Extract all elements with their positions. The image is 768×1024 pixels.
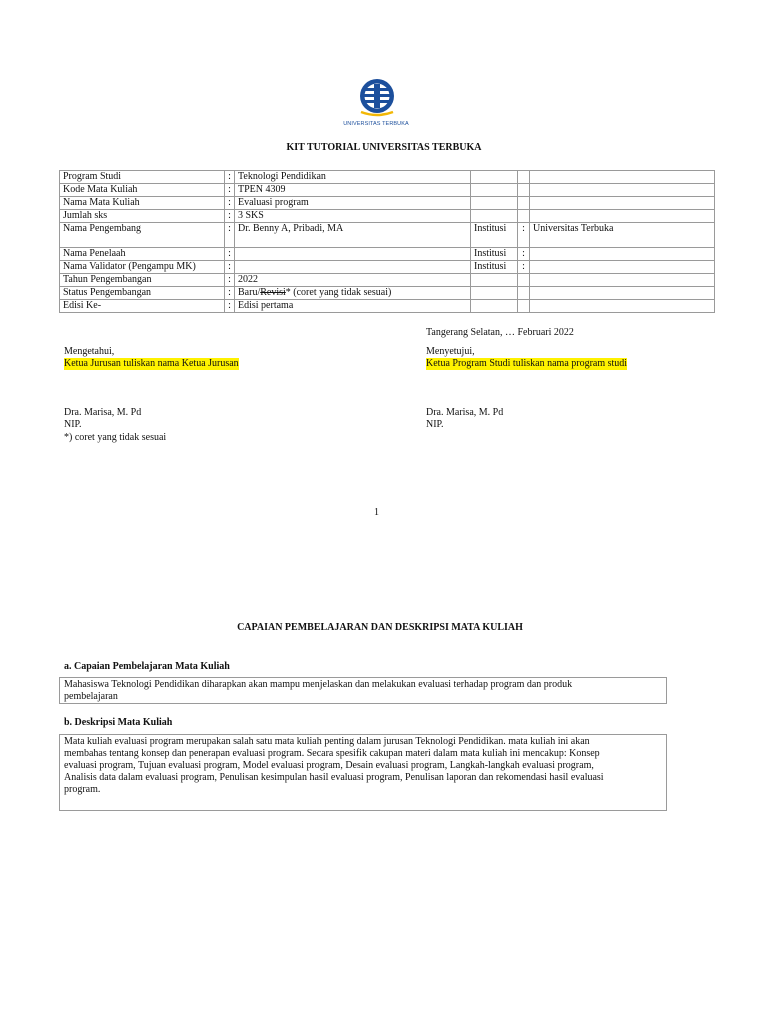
place-date: Tangerang Selatan, … Februari 2022 [426, 327, 574, 338]
left-sign-name: Dra. Marisa, M. Pd [64, 407, 142, 418]
info-extra-value [530, 287, 715, 300]
info-row [60, 274, 715, 287]
info-value: Edisi pertama [235, 300, 471, 313]
info-extra-colon [518, 184, 530, 197]
right-sign-nip: NIP. [426, 419, 444, 430]
info-colon: : [225, 248, 235, 261]
info-extra-label [471, 300, 518, 313]
info-colon: : [225, 171, 235, 184]
section-b-heading: b. Deskripsi Mata Kuliah [64, 717, 173, 728]
info-value: TPEN 4309 [235, 184, 471, 197]
left-sign-role: Ketua Jurusan tuliskan nama Ketua Jurusan [64, 358, 239, 369]
right-sign-role: Ketua Program Studi tuliskan nama program studi [426, 358, 628, 369]
info-label: Jumlah sks [60, 210, 225, 223]
section-a-box [59, 677, 667, 704]
status-revisi: Revisi [260, 287, 286, 298]
course-info-table [59, 170, 715, 313]
info-value: 3 SKS [235, 210, 471, 223]
left-sign-heading: Mengetahui, [64, 346, 115, 357]
status-note: * (coret yang tidak sesuai) [285, 287, 392, 298]
info-extra-value [530, 300, 715, 313]
info-label: Nama Penelaah [60, 248, 225, 261]
section-title: CAPAIAN PEMBELAJARAN DAN DESKRIPSI MATA KULIAH [237, 622, 523, 633]
info-label: Nama Validator (Pengampu MK) [60, 261, 225, 274]
info-colon: : [225, 210, 235, 223]
info-row [60, 223, 715, 248]
info-value: 2022 [235, 274, 471, 287]
info-extra-label: Institusi [471, 248, 518, 261]
info-row [60, 300, 715, 313]
section-a-line: pembelajaran [64, 691, 118, 702]
info-colon: : [225, 197, 235, 210]
info-extra-value [530, 261, 715, 274]
info-extra-value [530, 171, 715, 184]
info-label: Nama Mata Kuliah [60, 197, 225, 210]
status-baru: Baru/ [238, 287, 261, 298]
info-label: Edisi Ke- [60, 300, 225, 313]
info-row [60, 248, 715, 261]
right-sign-name: Dra. Marisa, M. Pd [426, 407, 504, 418]
info-extra-colon [518, 274, 530, 287]
info-extra-colon [518, 197, 530, 210]
info-extra-label [471, 184, 518, 197]
info-row [60, 197, 715, 210]
info-extra-colon [518, 210, 530, 223]
info-extra-label [471, 197, 518, 210]
info-colon: : [225, 287, 235, 300]
info-extra-label [471, 171, 518, 184]
info-label: Program Studi [60, 171, 225, 184]
info-extra-colon [518, 287, 530, 300]
info-extra-colon [518, 171, 530, 184]
info-extra-colon: : [518, 223, 530, 248]
info-extra-value [530, 184, 715, 197]
info-value [235, 248, 471, 261]
info-extra-label: Institusi [471, 261, 518, 274]
info-extra-value [530, 274, 715, 287]
info-value: Evaluasi program [235, 197, 471, 210]
info-extra-label: Institusi [471, 223, 518, 248]
info-row [60, 261, 715, 274]
left-sign-nip: NIP. [64, 419, 82, 430]
info-colon: : [225, 261, 235, 274]
info-row [60, 171, 715, 184]
section-a-line: Mahasiswa Teknologi Pendidikan diharapkan akan mampu menjelaskan dan melakukan evaluasi terhadap program dan produk [64, 679, 573, 690]
info-value [235, 261, 471, 274]
info-extra-value [530, 248, 715, 261]
info-label: Kode Mata Kuliah [60, 184, 225, 197]
section-b-line: evaluasi program, Tujuan evaluasi program, Model evaluasi program, Desain evaluasi program, Langkah-langkah evaluasi program, [64, 760, 594, 771]
info-value: Dr. Benny A, Pribadi, MA [235, 223, 471, 248]
info-colon: : [225, 274, 235, 287]
info-colon: : [225, 300, 235, 313]
section-b-line: membahas tentang konsep dan penerapan evaluasi program. Secara spesifik cakupan materi dalam mata kuliah ini mencakup: Konsep [64, 748, 600, 759]
section-b-box [59, 734, 667, 811]
info-colon: : [225, 223, 235, 248]
footnote: *) coret yang tidak sesuai [64, 432, 167, 443]
info-extra-label [471, 274, 518, 287]
document-title: KIT TUTORIAL UNIVERSITAS TERBUKA [286, 142, 482, 153]
info-row [60, 210, 715, 223]
info-colon: : [225, 184, 235, 197]
info-extra-value [530, 197, 715, 210]
page-number: 1 [374, 507, 379, 518]
info-label: Nama Pengembang [60, 223, 225, 248]
info-value [235, 287, 471, 300]
info-row [60, 287, 715, 300]
info-extra-value [530, 210, 715, 223]
section-a-heading: a. Capaian Pembelajaran Mata Kuliah [64, 661, 230, 672]
info-extra-colon: : [518, 261, 530, 274]
info-label: Tahun Pengembangan [60, 274, 225, 287]
info-row [60, 184, 715, 197]
logo-text: UNIVERSITAS TERBUKA [343, 121, 409, 127]
info-extra-value: Universitas Terbuka [530, 223, 715, 248]
section-b-line: Analisis data dalam evaluasi program, Penulisan kesimpulan hasil evaluasi program, Penulisan laporan dan rekomendasi hasil evaluasi [64, 772, 604, 783]
section-b-line: program. [64, 784, 101, 795]
info-extra-colon: : [518, 248, 530, 261]
info-value: Teknologi Pendidikan [235, 171, 471, 184]
info-label: Status Pengembangan [60, 287, 225, 300]
info-extra-label [471, 287, 518, 300]
info-extra-colon [518, 300, 530, 313]
info-extra-label [471, 210, 518, 223]
section-b-line: Mata kuliah evaluasi program merupakan salah satu mata kuliah penting dalam jurusan Teknologi Pendidikan. mata kuliah ini akan [64, 736, 590, 747]
right-sign-heading: Menyetujui, [426, 346, 475, 357]
